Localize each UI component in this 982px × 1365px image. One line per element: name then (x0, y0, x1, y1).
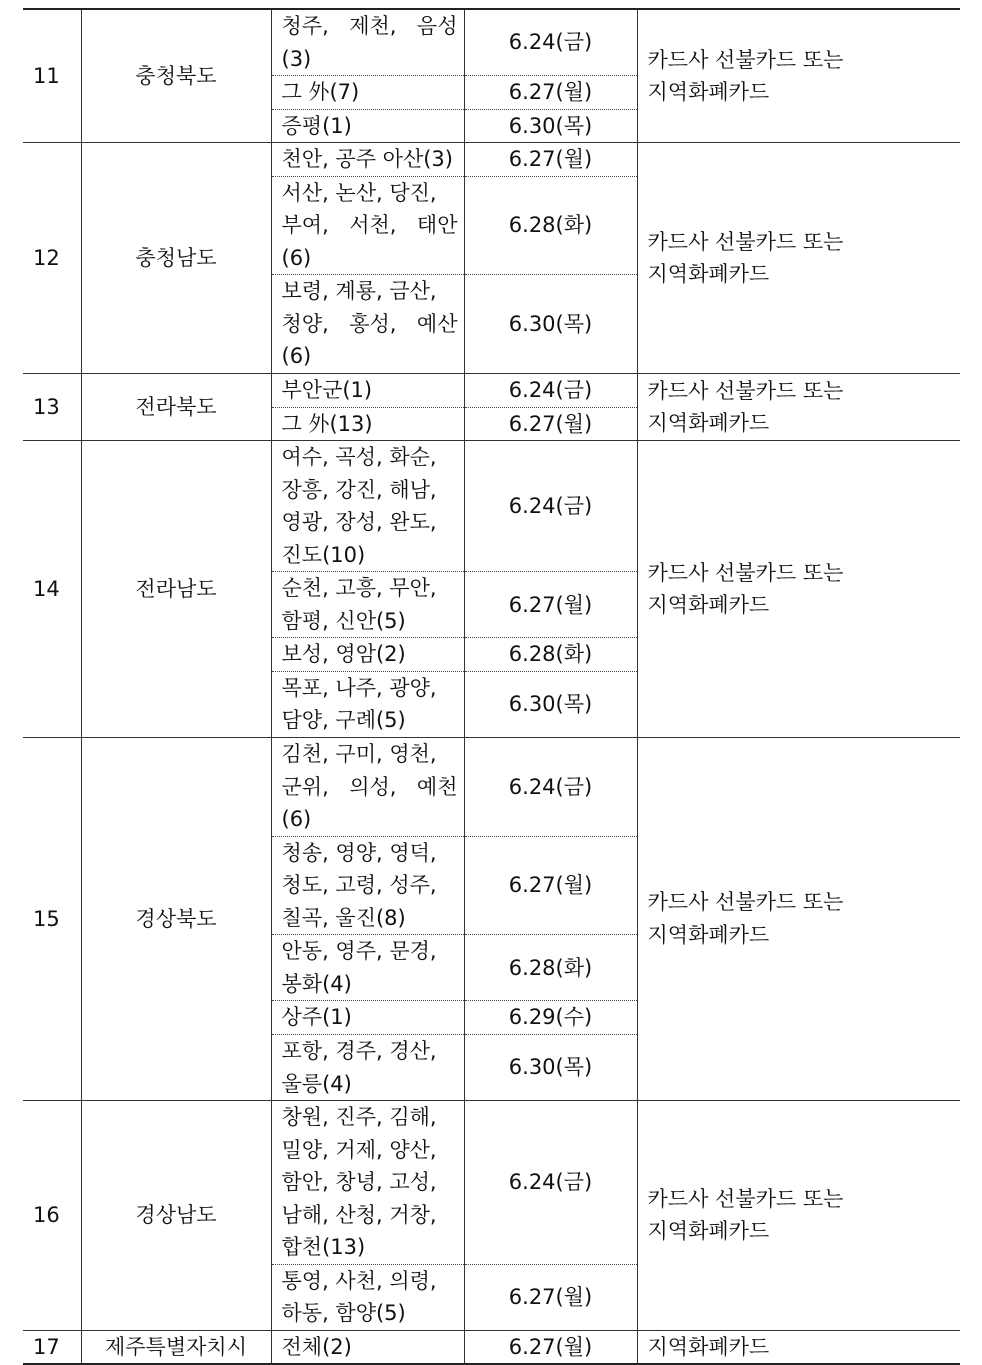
row-number: 12 (23, 143, 81, 374)
payment-date: 6.30(목) (464, 275, 637, 374)
payment-date: 6.27(월) (464, 76, 637, 110)
payment-date: 6.27(월) (464, 1330, 637, 1364)
table-row (23, 9, 960, 76)
payment-date: 6.24(금) (464, 374, 637, 408)
table-row (23, 441, 960, 572)
province-name: 경상남도 (81, 1101, 271, 1331)
payment-date: 6.24(금) (464, 9, 637, 76)
card-type: 카드사 선불카드 또는 지역화폐카드 (637, 143, 960, 374)
payment-date: 6.28(화) (464, 935, 637, 1001)
region-list: 그 外(13) (271, 407, 464, 441)
card-type: 카드사 선불카드 또는 지역화폐카드 (637, 738, 960, 1101)
region-list: 안동, 영주, 문경, 봉화(4) (271, 935, 464, 1001)
region-list: 여수, 곡성, 화순, 장흥, 강진, 해남, 영광, 장성, 완도, 진도(10) (271, 441, 464, 572)
region-list: 순천, 고흥, 무안, 함평, 신안(5) (271, 572, 464, 638)
table-body (23, 9, 960, 1364)
table-row (23, 1330, 960, 1364)
province-name: 제주특별자치시 (81, 1330, 271, 1364)
region-list: 서산, 논산, 당진, 부여, 서천, 태안(6) (271, 176, 464, 275)
card-type: 카드사 선불카드 또는 지역화폐카드 (637, 1101, 960, 1331)
row-number: 11 (23, 9, 81, 143)
region-list: 통영, 사천, 의령, 하동, 함양(5) (271, 1264, 464, 1330)
card-type: 카드사 선불카드 또는 지역화폐카드 (637, 374, 960, 441)
payment-date: 6.27(월) (464, 407, 637, 441)
region-list: 목포, 나주, 광양, 담양, 구례(5) (271, 671, 464, 737)
region-list: 보성, 영암(2) (271, 638, 464, 672)
payment-date: 6.27(월) (464, 1264, 637, 1330)
payment-date: 6.29(수) (464, 1001, 637, 1035)
region-list: 그 外(7) (271, 76, 464, 110)
province-name: 전라북도 (81, 374, 271, 441)
region-list: 청송, 영양, 영덕, 청도, 고령, 성주, 칠곡, 울진(8) (271, 836, 464, 935)
card-type: 지역화폐카드 (637, 1330, 960, 1364)
payment-date: 6.30(목) (464, 109, 637, 143)
region-list: 전체(2) (271, 1330, 464, 1364)
region-list: 천안, 공주 아산(3) (271, 143, 464, 177)
region-list: 보령, 계룡, 금산, 청양, 홍성, 예산(6) (271, 275, 464, 374)
row-number: 14 (23, 441, 81, 738)
payment-date: 6.27(월) (464, 572, 637, 638)
payment-date: 6.27(월) (464, 143, 637, 177)
payment-date: 6.24(금) (464, 1101, 637, 1265)
region-list: 부안군(1) (271, 374, 464, 408)
payment-date: 6.24(금) (464, 738, 637, 837)
row-number: 15 (23, 738, 81, 1101)
payment-date: 6.27(월) (464, 836, 637, 935)
table-row (23, 738, 960, 837)
region-list: 상주(1) (271, 1001, 464, 1035)
distribution-schedule-table (23, 8, 960, 1365)
card-type: 카드사 선불카드 또는 지역화폐카드 (637, 9, 960, 143)
region-list: 창원, 진주, 김해, 밀양, 거제, 양산, 함안, 창녕, 고성, 남해, 산청, 거창, 합천(13) (271, 1101, 464, 1265)
payment-date: 6.30(목) (464, 1034, 637, 1100)
payment-date: 6.24(금) (464, 441, 637, 572)
row-number: 13 (23, 374, 81, 441)
region-list: 김천, 구미, 영천, 군위, 의성, 예천(6) (271, 738, 464, 837)
province-name: 충청남도 (81, 143, 271, 374)
row-number: 16 (23, 1101, 81, 1331)
table-row (23, 374, 960, 408)
payment-date: 6.28(화) (464, 176, 637, 275)
payment-date: 6.30(목) (464, 671, 637, 737)
row-number: 17 (23, 1330, 81, 1364)
table-row (23, 1101, 960, 1265)
region-list: 청주, 제천, 음성(3) (271, 9, 464, 76)
table-row (23, 143, 960, 177)
card-type: 카드사 선불카드 또는 지역화폐카드 (637, 441, 960, 738)
province-name: 경상북도 (81, 738, 271, 1101)
payment-date: 6.28(화) (464, 638, 637, 672)
region-list: 포항, 경주, 경산, 울릉(4) (271, 1034, 464, 1100)
province-name: 전라남도 (81, 441, 271, 738)
region-list: 증평(1) (271, 109, 464, 143)
province-name: 충청북도 (81, 9, 271, 143)
